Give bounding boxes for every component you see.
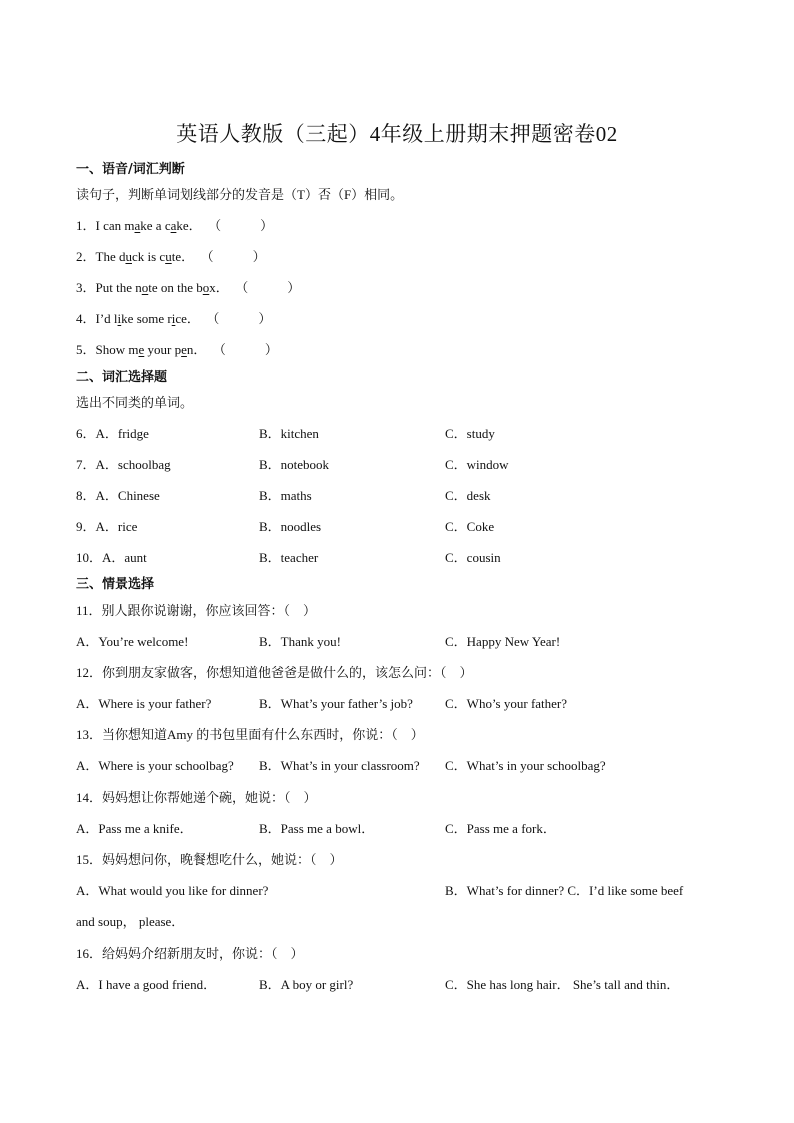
answer-blank[interactable]: （ ） (212, 342, 278, 357)
page-title: 英语人教版（三起）4年级上册期末押题密卷02 (176, 122, 618, 146)
section-heading-phonics: 一、语音/词汇判断 (76, 162, 185, 177)
section-heading-situations: 三、情景选择 (76, 577, 155, 592)
underlined-letter: o (141, 280, 149, 295)
answer-blank[interactable]: （ ） (235, 280, 301, 295)
option-c[interactable]: C．She has long hair． She’s tall and thin． (445, 977, 680, 992)
option-c[interactable]: C．What’s in your schoolbag? (445, 758, 606, 773)
question-11: 11．别人跟你说谢谢，你应该回答：（ ） (76, 603, 317, 618)
underlined-letter: o (202, 280, 210, 295)
option-b[interactable]: B．maths (259, 488, 312, 503)
question-1: 1．I can make a cake． （ ） (76, 215, 273, 234)
question-13: 13．当你想知道Amy 的书包里面有什么东西时，你说：（ ） (76, 727, 424, 742)
option-b-and-c[interactable]: B．What’s for dinner? C．I’d like some beef (445, 883, 684, 898)
section-heading-vocab: 二、词汇选择题 (76, 370, 168, 385)
question-number: 2． (76, 249, 96, 264)
question-15: 15．妈妈想问你，晚餐想吃什么，她说：（ ） (76, 852, 343, 867)
question-2: 2．The duck is cute． （ ） (76, 246, 266, 265)
question-5: 5．Show me your pen． （ ） (76, 339, 278, 358)
option-a[interactable]: 10．A．aunt (76, 550, 147, 565)
option-c-continued: and soup， please． (76, 914, 185, 929)
option-a[interactable]: A．I have a good friend． (76, 977, 217, 992)
underlined-letter: i (117, 311, 122, 326)
option-c[interactable]: C．Coke (445, 519, 495, 534)
instruction-vocab: 选出不同类的单词。 (76, 395, 194, 410)
underlined-letter: u (165, 249, 172, 264)
option-c[interactable]: C．window (445, 457, 509, 472)
underlined-letter: e (138, 342, 145, 357)
option-a[interactable]: A．You’re welcome! (76, 634, 189, 649)
option-c[interactable]: C．desk (445, 488, 491, 503)
question-number: 3． (76, 280, 96, 295)
option-c[interactable]: C．study (445, 426, 495, 441)
option-b[interactable]: B．kitchen (259, 426, 319, 441)
instruction-phonics: 读句子，判断单词划线部分的发音是（T）否（F）相同。 (76, 187, 404, 202)
option-a[interactable]: A．Where is your schoolbag? (76, 758, 234, 773)
question-number: 5． (76, 342, 96, 357)
underlined-letter: u (125, 249, 132, 264)
question-14: 14．妈妈想让你帮她递个碗，她说：（ ） (76, 790, 317, 805)
underlined-letter: a (134, 218, 141, 233)
underlined-letter: e (181, 342, 187, 357)
option-c[interactable]: C．Happy New Year! (445, 634, 561, 649)
option-c[interactable]: C．Who’s your father? (445, 696, 568, 711)
option-b[interactable]: B．Pass me a bowl． (259, 821, 375, 836)
question-16: 16．给妈妈介绍新朋友时，你说：（ ） (76, 946, 304, 961)
question-3: 3．Put the note on the box． （ ） (76, 277, 300, 296)
option-a[interactable]: A．Where is your father? (76, 696, 212, 711)
option-b[interactable]: B．What’s in your classroom? (259, 758, 420, 773)
option-a[interactable]: 6．A．fridge (76, 426, 149, 441)
option-a[interactable]: 8．A．Chinese (76, 488, 160, 503)
question-12: 12．你到朋友家做客，你想知道他爸爸是做什么的，该怎么问：（ ） (76, 665, 473, 680)
option-a[interactable]: 9．A．rice (76, 519, 138, 534)
underlined-letter: a (170, 218, 177, 233)
question-4: 4．I’d like some rice． （ ） (76, 308, 271, 327)
question-number: 4． (76, 311, 96, 326)
answer-blank[interactable]: （ ） (208, 218, 274, 233)
option-b[interactable]: B．What’s your father’s job? (259, 696, 413, 711)
option-a[interactable]: A．What would you like for dinner? (76, 883, 269, 898)
option-b[interactable]: B．notebook (259, 457, 330, 472)
option-a[interactable]: A．Pass me a knife． (76, 821, 193, 836)
option-a[interactable]: 7．A．schoolbag (76, 457, 171, 472)
option-b[interactable]: B．Thank you! (259, 634, 341, 649)
option-b[interactable]: B．A boy or girl? (259, 977, 354, 992)
option-c[interactable]: C．cousin (445, 550, 501, 565)
option-b[interactable]: B．teacher (259, 550, 319, 565)
answer-blank[interactable]: （ ） (200, 249, 266, 264)
option-b[interactable]: B．noodles (259, 519, 322, 534)
underlined-letter: i (171, 311, 176, 326)
question-number: 1． (76, 218, 96, 233)
answer-blank[interactable]: （ ） (206, 311, 272, 326)
option-c[interactable]: C．Pass me a fork． (445, 821, 556, 836)
